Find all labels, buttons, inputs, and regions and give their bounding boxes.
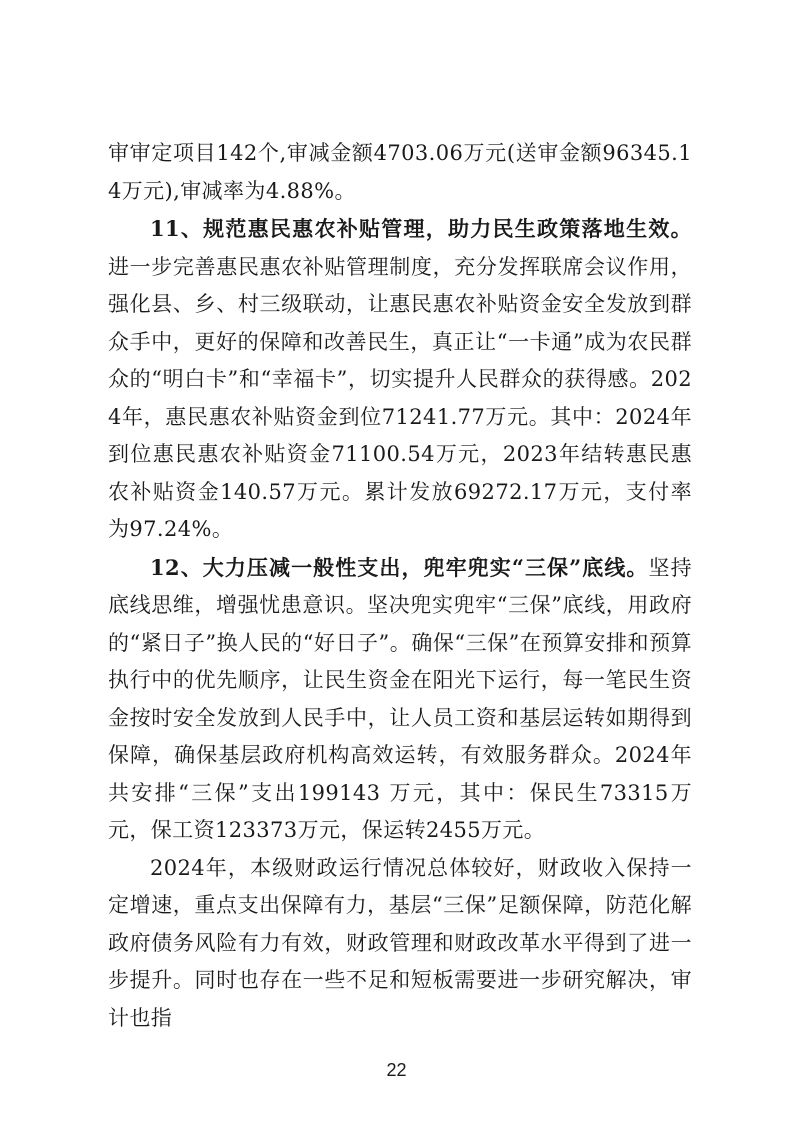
document-body — [108, 135, 692, 1037]
section-heading-11: 11、规范惠民惠农补贴管理，助力民生政策落地生效。 — [150, 216, 692, 241]
paragraph-text: 2024年，本级财政运行情况总体较好，财政收入保持一定增速，重点支出保障有力，基层“三保”足额保障，防范化解政府债务风险有力有效，财政管理和财政改革水平得到了进一步提升。同时也存在一些不足和短板需要进一步研究解决，审计也指 — [108, 855, 692, 1030]
paragraph-text: 审审定项目142个,审减金额4703.06万元(送审金额96345.14万元),审减率为4.88%。 — [108, 141, 692, 203]
paragraph-overall-summary — [108, 850, 692, 1038]
paragraph-audit-summary — [108, 135, 692, 210]
paragraph-subsidy-management — [108, 210, 692, 549]
section-heading-12: 12、大力压减一般性支出，兜牢兜实“三保”底线。 — [150, 554, 649, 580]
paragraph-text: 进一步完善惠民惠农补贴管理制度，充分发挥联席会议作用，强化县、乡、村三级联动，让惠民惠农补贴资金安全发放到群众手中，更好的保障和改善民生，真正让“一卡通”成为农民群众的“明白卡”和“幸福卡”，切实提升人民群众的获得感。2024年，惠民惠农补贴资金到位71241.77万元。其中：2024年到位惠民惠农补贴资金71100.54万元，2023年结转惠民惠农补贴资金140.57万元。累计发放69272.17万元，支付率为97.24%。 — [108, 254, 692, 541]
paragraph-three-guarantees — [108, 549, 692, 850]
paragraph-text: 坚持底线思维，增强忧患意识。坚决兜实兜牢“三保”底线，用政府的“紧日子”换人民的“好日子”。确保“三保”在预算安排和预算执行中的优先顺序，让民生资金在阳光下运行，每一笔民生资金按时安全发放到人民手中，让人员工资和基层运转如期得到保障，确保基层政府机构高效运转，有效服务群众。2024年共安排“三保”支出199143 万元，其中：保民生73315万元，保工资123373万元，保运转2455万元。 — [108, 555, 692, 842]
page-number: 22 — [386, 1060, 407, 1080]
